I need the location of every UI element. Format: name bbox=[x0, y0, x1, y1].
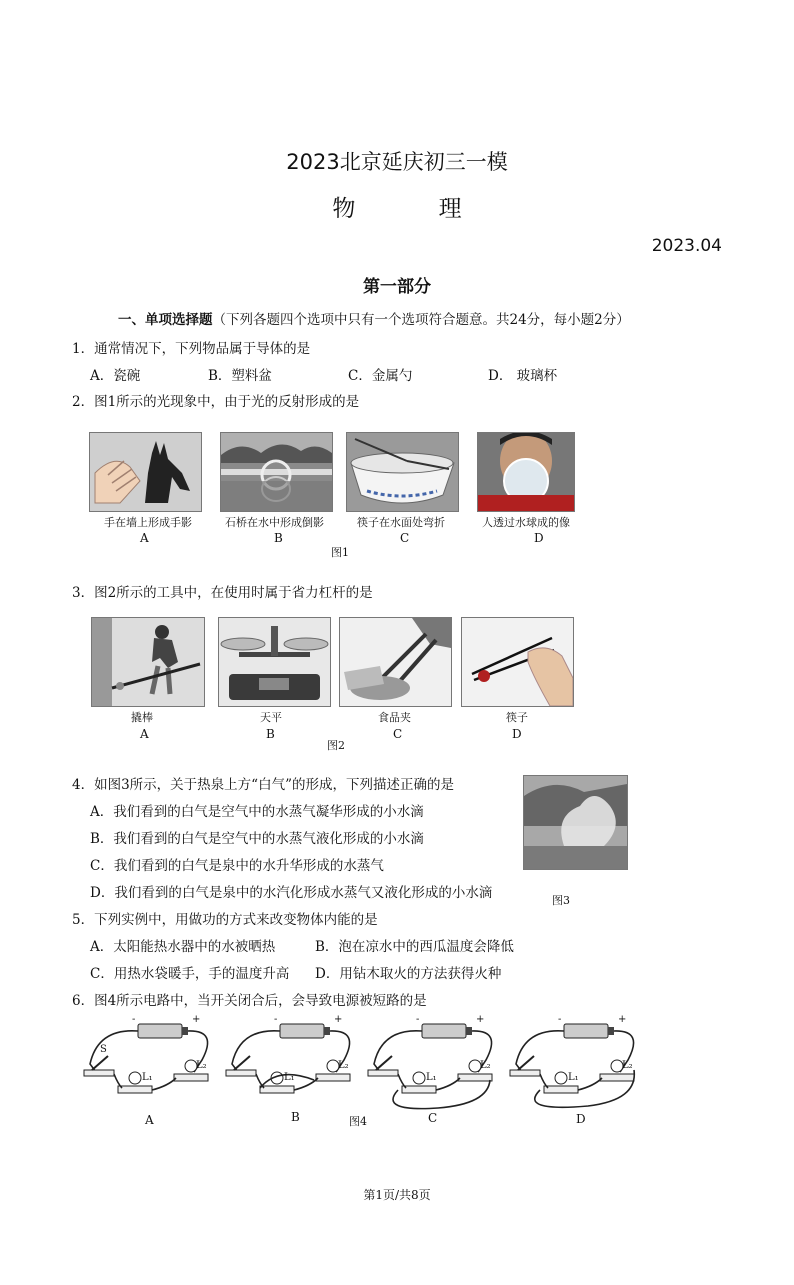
q4-option-b: B．我们看到的白气是空气中的水蒸气液化形成的小水滴 bbox=[90, 831, 424, 847]
q2-letter-d: D bbox=[534, 531, 544, 545]
q3-letter-a: A bbox=[140, 727, 149, 741]
q4-option-a: A．我们看到的白气是空气中的水蒸气凝华形成的小水滴 bbox=[90, 804, 424, 820]
q3-caption-b: 天平 bbox=[260, 711, 282, 724]
q2-caption-c: 筷子在水面处弯折 bbox=[357, 516, 445, 529]
circuit-a-plus-label: + bbox=[192, 1014, 201, 1025]
q5-option-c: C．用热水袋暖手，手的温度升高 bbox=[90, 966, 290, 982]
q1-option-a: A．瓷碗 bbox=[90, 368, 141, 384]
page-number: 第1页/共8页 bbox=[363, 1188, 431, 1202]
q1-option-b: B．塑料盆 bbox=[208, 368, 272, 384]
figure-4-label: 图4 bbox=[349, 1115, 367, 1128]
q2-caption-a: 手在墙上形成手影 bbox=[104, 516, 192, 529]
q1-option-c: C．金属勺 bbox=[348, 368, 413, 384]
q3-letter-c: C bbox=[393, 727, 403, 741]
balance-scale-photo bbox=[218, 617, 331, 707]
circuit-d-plus-label: + bbox=[618, 1014, 627, 1025]
hot-spring-photo bbox=[523, 775, 628, 870]
q5-option-b: B．泡在凉水中的西瓜温度会降低 bbox=[315, 939, 514, 955]
circuit-b-plus-label: + bbox=[334, 1014, 343, 1025]
circuit-c-minus-label: - bbox=[416, 1014, 420, 1025]
circuit-b-minus-label: - bbox=[274, 1014, 278, 1025]
circuit-b-lamp1-label: L₁ bbox=[284, 1072, 295, 1083]
food-tongs-photo bbox=[339, 617, 452, 707]
circuit-d-lamp2-label: L₂ bbox=[622, 1060, 633, 1071]
q6-letter-a: A bbox=[145, 1113, 154, 1127]
q5-stem: 5．下列实例中，用做功的方式来改变物体内能的是 bbox=[72, 912, 378, 928]
figure-3-label: 图3 bbox=[552, 894, 570, 907]
circuit-a-lamp1-label: L₁ bbox=[142, 1072, 153, 1083]
circuit-c-plus-label: + bbox=[476, 1014, 485, 1025]
circuit-d-diagram bbox=[510, 1024, 634, 1107]
q2-caption-d: 人透过水球成的像 bbox=[482, 516, 570, 529]
q6-letter-c: C bbox=[428, 1111, 438, 1125]
circuit-d-minus-label: - bbox=[558, 1014, 562, 1025]
q6-stem: 6．图4所示电路中，当开关闭合后，会导致电源被短路的是 bbox=[72, 993, 427, 1009]
stone-bridge-photo bbox=[220, 432, 333, 512]
q2-letter-b: B bbox=[274, 531, 283, 545]
q4-stem: 4．如图3所示，关于热泉上方“白气”的形成，下列描述正确的是 bbox=[72, 777, 454, 793]
circuit-a-switch-label: S bbox=[100, 1044, 107, 1055]
q3-letter-b: B bbox=[266, 727, 275, 741]
chopsticks-photo bbox=[461, 617, 574, 707]
circuit-c-lamp2-label: L₂ bbox=[480, 1060, 491, 1071]
circuit-a-lamp2-label: L₂ bbox=[196, 1060, 207, 1071]
q2-letter-c: C bbox=[400, 531, 410, 545]
q2-letter-a: A bbox=[140, 531, 149, 545]
chopsticks-bowl-photo bbox=[346, 432, 459, 512]
circuit-a-minus-label: - bbox=[132, 1014, 136, 1025]
q2-caption-b: 石桥在水中形成倒影 bbox=[225, 516, 324, 529]
circuit-b-lamp2-label: L₂ bbox=[338, 1060, 349, 1071]
q3-caption-a: 撬棒 bbox=[131, 711, 153, 724]
section-instructions: （下列各题四个选项中只有一个选项符合题意。共24分，每小题2分） bbox=[212, 312, 630, 328]
q4-option-c: C．我们看到的白气是泉中的水升华形成的水蒸气 bbox=[90, 858, 384, 874]
circuit-figures bbox=[78, 1014, 648, 1114]
q5-option-a: A．太阳能热水器中的水被晒热 bbox=[90, 939, 276, 955]
exam-date: 2023.04 bbox=[651, 236, 722, 256]
q1-stem: 1．通常情况下，下列物品属于导体的是 bbox=[72, 341, 311, 357]
q3-caption-d: 筷子 bbox=[506, 711, 528, 724]
q5-option-d: D．用钻木取火的方法获得火种 bbox=[315, 966, 502, 982]
figure-1-label: 图1 bbox=[331, 546, 349, 559]
section-title: 一、单项选择题 bbox=[118, 312, 213, 328]
hand-shadow-photo bbox=[89, 432, 202, 512]
section-heading bbox=[118, 308, 630, 328]
water-ball-photo bbox=[477, 432, 575, 512]
exam-title: 2023北京延庆初三一模 bbox=[286, 150, 508, 174]
circuit-d-lamp1-label: L₁ bbox=[568, 1072, 579, 1083]
part-heading: 第一部分 bbox=[363, 277, 431, 297]
q2-stem: 2．图1所示的光现象中，由于光的反射形成的是 bbox=[72, 394, 360, 410]
circuit-c-diagram bbox=[368, 1024, 492, 1109]
q6-letter-d: D bbox=[576, 1112, 586, 1126]
q4-option-d: D．我们看到的白气是泉中的水汽化形成水蒸气又液化形成的小水滴 bbox=[90, 885, 493, 901]
q1-option-d: D． 玻璃杯 bbox=[488, 368, 558, 384]
figure-2-label: 图2 bbox=[327, 739, 345, 752]
subject-title: 物 理 bbox=[332, 196, 500, 222]
q6-letter-b: B bbox=[291, 1110, 300, 1124]
circuit-c-lamp1-label: L₁ bbox=[426, 1072, 437, 1083]
q3-stem: 3．图2所示的工具中，在使用时属于省力杠杆的是 bbox=[72, 585, 373, 601]
crowbar-photo bbox=[91, 617, 205, 707]
q3-letter-d: D bbox=[512, 727, 522, 741]
q3-caption-c: 食品夹 bbox=[378, 711, 411, 724]
